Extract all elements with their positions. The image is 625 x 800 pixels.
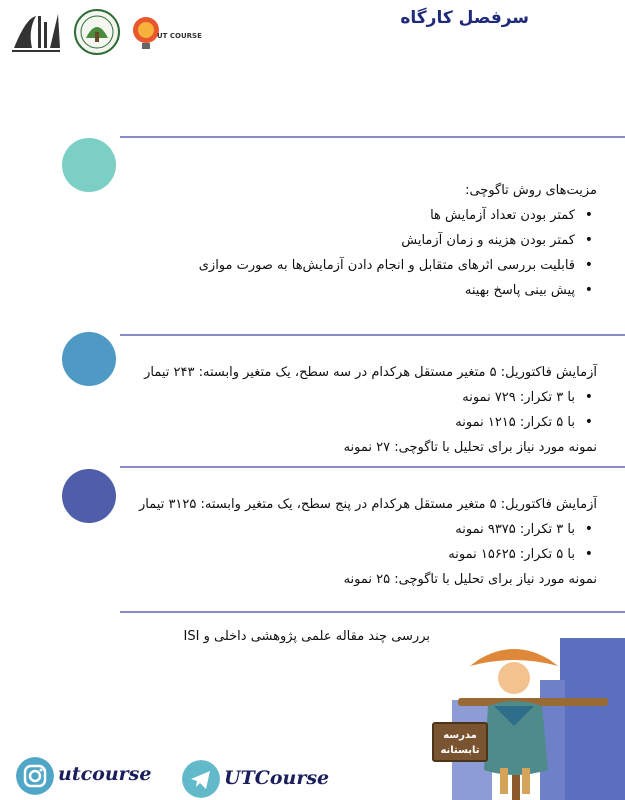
list-item: • با ۵ تکرار: ۱۵۶۲۵ نمونه xyxy=(117,542,575,567)
instagram-handle[interactable]: utcourse xyxy=(58,763,152,785)
list-item: • با ۵ تکرار: ۱۲۱۵ نمونه xyxy=(117,410,575,435)
section-heading: آزمایش فاکتوریل: ۵ متغیر مستقل هرکدام در سه سطح، یک متغیر وابسته: ۲۴۳ تیمار xyxy=(144,365,597,380)
section-marker-circle-3 xyxy=(62,469,116,523)
association-logo xyxy=(68,8,126,56)
section-heading: مزیت‌های روش تاگوچی: xyxy=(465,183,597,198)
university-logo xyxy=(6,8,64,56)
section-footer: نمونه مورد نیاز برای تحلیل با تاگوچی: ۲۵ نمونه xyxy=(343,572,597,587)
list-item: • کمتر بودن هزینه و زمان آزمایش xyxy=(127,228,575,253)
telegram-handle[interactable]: UTCourse xyxy=(224,767,330,789)
advantages-list xyxy=(127,203,597,303)
section-advantages xyxy=(127,178,597,303)
review-line: بررسی چند مقاله علمی پژوهشی داخلی و ISI xyxy=(183,629,430,644)
factorial-5-list xyxy=(117,517,597,567)
page-title: سرفصل کارگاه xyxy=(400,8,529,28)
section-marker-circle-1 xyxy=(62,138,116,192)
list-item: • با ۳ تکرار: ۷۲۹ نمونه xyxy=(117,385,575,410)
section-factorial-3-levels xyxy=(117,360,597,460)
utcourse-logo-text: UT COURSE xyxy=(157,32,202,40)
section-marker-circle-2 xyxy=(62,332,116,386)
section-heading: آزمایش فاکتوریل: ۵ متغیر مستقل هرکدام در پنج سطح، یک متغیر وابسته: ۳۱۲۵ تیمار xyxy=(139,497,597,512)
list-item: • پیش بینی پاسخ بهینه xyxy=(127,278,575,303)
list-item: • قابلیت بررسی اثرهای متقابل و انجام دادن آزمایش‌ها به صورت موازی xyxy=(127,253,575,278)
list-item: • کمتر بودن تعداد آزمایش ها xyxy=(127,203,575,228)
utcourse-logo xyxy=(130,10,202,56)
section-factorial-5-levels xyxy=(117,492,597,592)
scarecrow-illustration xyxy=(418,640,618,800)
separator-3 xyxy=(120,466,625,468)
factorial-3-list xyxy=(117,385,597,435)
summer-school-sign: مدرسه تابستانه xyxy=(432,722,488,762)
telegram-icon[interactable] xyxy=(182,760,220,798)
instagram-icon[interactable] xyxy=(16,757,54,795)
section-footer: نمونه مورد نیاز برای تحلیل با تاگوچی: ۲۷ نمونه xyxy=(343,440,597,455)
list-item: • با ۳ تکرار: ۹۳۷۵ نمونه xyxy=(117,517,575,542)
separator-1 xyxy=(120,136,625,138)
separator-4 xyxy=(120,611,625,613)
separator-2 xyxy=(120,334,625,336)
